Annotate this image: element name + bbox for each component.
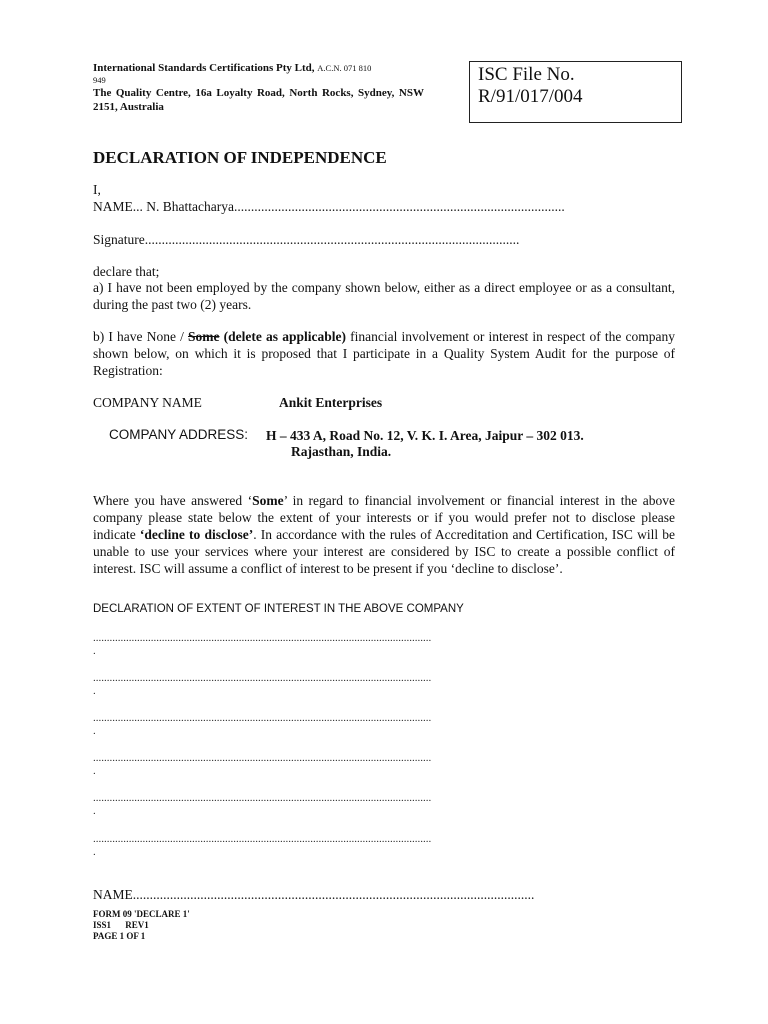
extent-line-2: ........................................................................................................................... xyxy=(93,672,432,684)
extent-line-4-tail: . xyxy=(93,765,96,777)
company-name-value: Ankit Enterprises xyxy=(279,395,383,410)
declarant-name-value: N. Bhattacharya xyxy=(146,199,234,214)
company-address-line1: H – 433 A, Road No. 12, V. K. I. Area, Jaipur – 302 013. xyxy=(266,428,584,443)
revision-number: REV1 xyxy=(125,920,149,930)
extent-line-1: ........................................................................................................................... xyxy=(93,632,432,644)
company-address-label: COMPANY ADDRESS: xyxy=(109,427,249,442)
extent-line-6-tail: . xyxy=(93,846,96,858)
clause-b-struck: Some xyxy=(188,329,220,344)
issue-revision xyxy=(93,920,190,931)
instructions-paragraph: Where you have answered ‘Some’ in regard to financial involvement or financial interest in the above company please state below the extent of your interests or if you would prefer not to disclose please indicate ‘decline to disclose’. In accordance with the rules of Accreditation and Certification, ISC will be unable to use your services where your interest are considered by ISC to create a possible conflict of interest. ISC will assume a conflict of interest to be present if you ‘decline to disclose’. xyxy=(93,493,675,576)
file-box-number: R/91/017/004 xyxy=(478,86,583,107)
decline-emphasis: ‘decline to disclose’ xyxy=(139,527,254,542)
issue-number: ISS1 xyxy=(93,920,112,930)
extent-line-4: ........................................................................................................................... xyxy=(93,752,432,764)
issuer-company-name: International Standards Certifications Pty Ltd, A.C.N. 071 810 xyxy=(93,62,372,74)
bottom-name-line xyxy=(93,886,534,903)
issuer-address: The Quality Centre, 16a Loyalty Road, North Rocks, Sydney, NSW 2151, Australia xyxy=(93,87,424,113)
name-dots: .................................................................................................. xyxy=(233,199,565,214)
extent-line-3-tail: . xyxy=(93,725,96,737)
clause-b-prefix: b) I have None / xyxy=(93,329,188,344)
page-number: PAGE 1 OF 1 xyxy=(93,931,146,941)
extent-line-2-tail: . xyxy=(93,685,96,697)
declarant-name-line xyxy=(93,198,565,215)
clause-b xyxy=(93,328,675,379)
some-emphasis: Some xyxy=(252,493,284,508)
acn-number-tail: 949 xyxy=(93,75,106,85)
file-box-label: ISC File No. xyxy=(478,64,575,85)
form-footer xyxy=(93,909,190,942)
clause-b-suffix: financial involvement or interest in respect of the company shown below, on which it is proposed that I participate in a Quality System Audit for the purpose of Registration: xyxy=(93,329,675,378)
extent-line-3: ........................................................................................................................... xyxy=(93,712,432,724)
extent-line-6: ........................................................................................................................... xyxy=(93,833,432,845)
extent-line-1-tail: . xyxy=(93,645,96,657)
bottom-name-dots: ....................................................................................................................... xyxy=(132,887,535,902)
bottom-name-label: NAME xyxy=(93,887,133,902)
extent-line-5-tail: . xyxy=(93,805,96,817)
isc-file-box xyxy=(469,61,682,123)
extent-heading: DECLARATION OF EXTENT OF INTEREST IN THE ABOVE COMPANY xyxy=(93,603,464,615)
signature-dots: ............................................................................................................... xyxy=(144,232,520,247)
clause-b-delete-note: (delete as applicable) xyxy=(223,329,346,344)
document-title: DECLARATION OF INDEPENDENCE xyxy=(93,148,387,167)
company-address-line2: Rajasthan, India. xyxy=(291,444,392,459)
name-label: NAME... xyxy=(93,199,143,214)
form-id: FORM 09 'DECLARE 1' xyxy=(93,909,190,919)
signature-line xyxy=(93,231,519,248)
i-label: I, xyxy=(93,182,101,197)
clause-a: a) I have not been employed by the company shown below, either as a direct employee or as a consultant, during the past two (2) years. xyxy=(93,280,675,312)
declare-that: declare that; xyxy=(93,264,160,279)
company-name-label: COMPANY NAME xyxy=(93,395,202,410)
acn-number: A.C.N. 071 810 xyxy=(317,63,372,73)
signature-label: Signature xyxy=(93,232,145,247)
extent-line-5: ........................................................................................................................... xyxy=(93,792,432,804)
